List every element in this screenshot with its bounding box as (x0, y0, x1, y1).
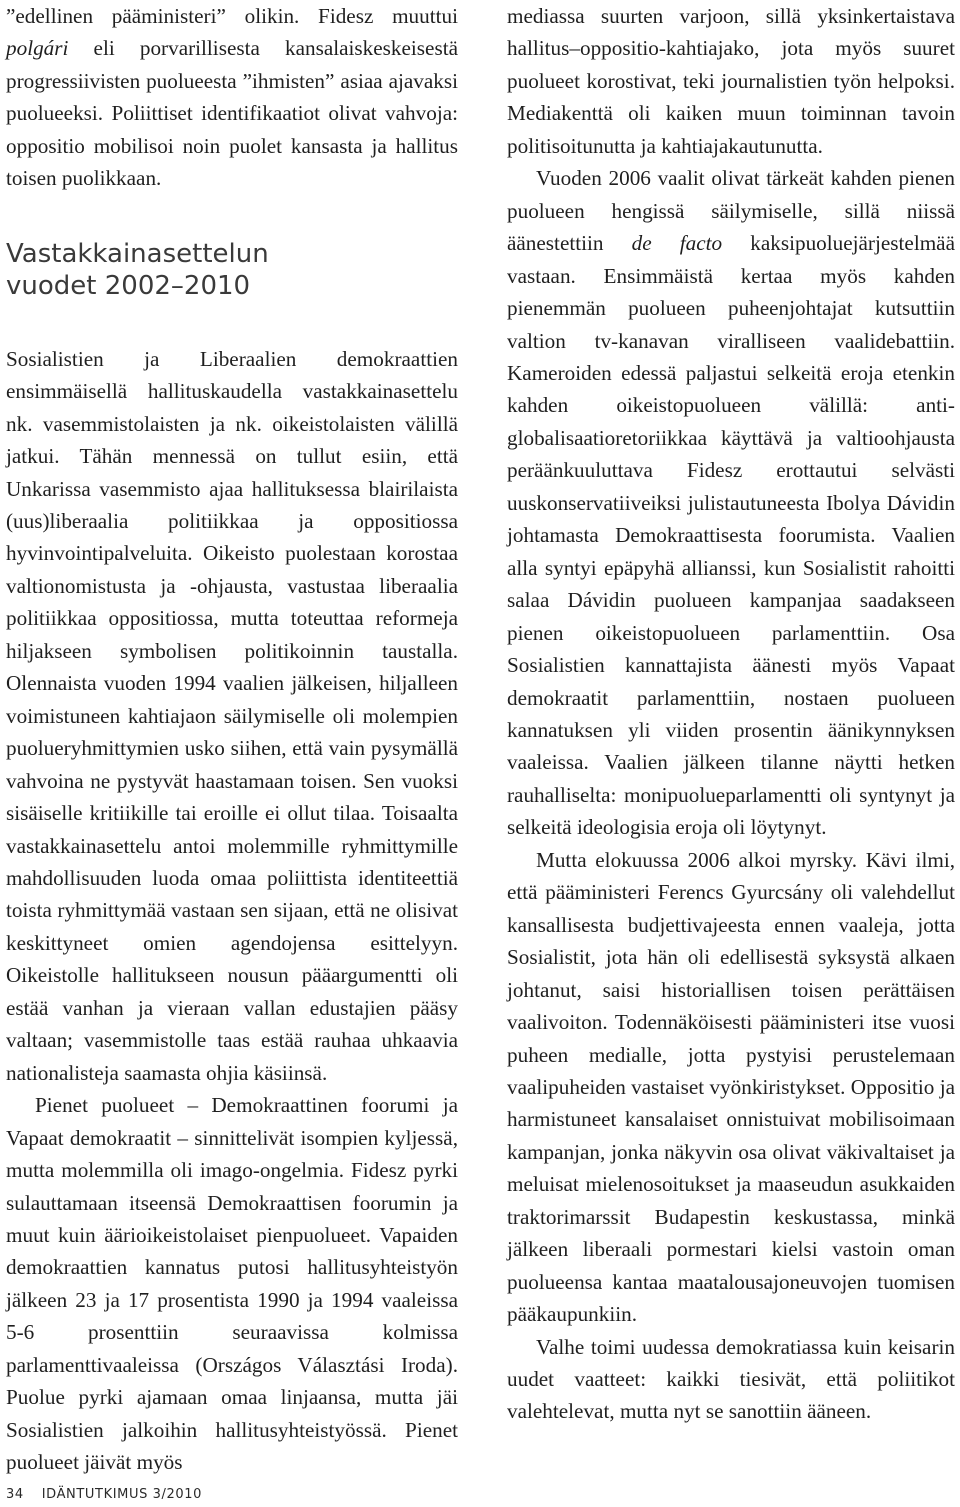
body-paragraph: Sosialistien ja Liberaalien demokraattien ensimmäisellä hallituskaudella vastakkainasettelu nk. vasemmistolaisten ja nk. oikeistolaisten välillä jatkui. Tähän mennessä on tullut esiin, että Unkarissa vasemmisto ajaa hallituksessa blairilaista (uus)liberaalia politiikkaa ja oppositiossa hyvinvointipalveluita. Oikeisto puolestaan korostaa valtionomistusta ja -ohjausta, vastustaa liberaalia politiikkaa oppositiossa, mutta toteuttaa reformeja hiljakseen symbolisen politikoinnin taustalla. Olennaista vuoden 1994 vaalien jälkeisen, hiljalleen voimistuneen kahtiajaon säilymiselle oli molempien puolueryhmittymien usko siihen, että vain pysymällä vahvoina ne pystyvät haastamaan toisen. Sen vuoksi sisäiselle kritiikille tai eroille ei ollut tilaa. Toisaalta vastakkainasettelu antoi molemmille ryhmittymille mahdollisuuden luoda omaa poliittista identiteettiä toista ryhmittymää vastaan sen sijaan, että ne olisivat keskittyneet omien agendojensa esittelyyn. Oikeistolle hallitukseen nousun pääargumentti oli estää vanhan ja vieraan vallan edustajien pääsy valtaan; vasemmistolle taas estää rauhaa uhkaavia nationalisteja saamasta ohjia käsiinsä. (6, 346, 458, 1085)
publication-name: IDÄNTUTKIMUS 3/2010 (41, 1487, 202, 1502)
intro-paragraph (6, 0, 458, 195)
body-paragraph (507, 162, 955, 844)
section-heading-line-2: vuodet 2002–2010 (6, 270, 251, 301)
paragraph-text-start: Vuoden 2006 vaalit olivat tärkeät kahden pienen puolueen hengissä säilymiselle, sillä niissä äänestettiin (507, 166, 955, 256)
section-heading-line-1: Vastakkainasettelun (6, 238, 269, 269)
body-paragraph: Pienet puolueet – Demokraattinen foorumi ja Vapaat demokraatit – sinnittelivät isompien kyljessä, mutta molemmilla oli imago-ongelmia. Fidesz pyrki sulauttamaan itseensä Demokraattisen foorumin ja muut kuin äärioikeistolaiset pienpuolueet. Vapaiden demokraattien kannatus putosi hallitusyhteistyön jälkeen 23 ja 17 prosentista 1990 ja 1994 vaaleissa 5-6 prosenttiin seuraavissa kolmissa parlamenttivaaleissa (Országos Választási Iroda). Puolue pyrki ajamaan omaa linjaansa, mutta jäi Sosialistien jalkoihin hallitusyhteistyössä. Pienet puolueet jäivät myös (6, 1093, 458, 1475)
left-column (6, 0, 458, 1479)
intro-italic-term: polgári (6, 36, 69, 61)
section-heading (6, 238, 458, 302)
body-paragraph: Mutta elokuussa 2006 alkoi myrsky. Kävi ilmi, että pääministeri Ferencs Gyurcsány oli valehdellut kansallisesta budjettivajeesta ennen vaaleja, jotta Sosialistit, jota hän oli edellisestä syksystä alkaen johtanut, saisi historiallisen toisen perättäisen vaalivoiton. Todennäköisesti pääministeri itse vuosi puheen medialle, jotta pystyisi perustelemaan vaalipuheiden vastaiset vyönkiristykset. Oppositio ja harmistuneet kansalaiset onnistuivat mobilisoimaan kampanjan, jonka näkyvin osa olivat väkivaltaiset ja meluisat mielenosoitukset ja maaseudun asukkaiden traktorimarssit Budapestin keskustassa, minkä jälkeen liberaali pormestari kielsi vastoin oman puolueensa kantaa maatalousajoneuvojen tuomisen pääkaupunkiin. (507, 847, 955, 1327)
page-number: 34 (6, 1487, 24, 1502)
paragraph-text-end: kaksipuoluejärjestelmää vastaan. Ensimmäistä kertaa myös kahden pienemmän puolueen puheenjohtajat kutsuttiin valtion tv-kanavan viralliseen vaalidebattiin. Kameroiden edessä paljastui selkeitä eroja etenkin kahden oikeistopuolueen välillä: anti-globalisaatioretoriikkaa käyttävä ja valtioohjausta peräänkuuluttava Fidesz erottautui selvästi uuskonservatiiveiksi julistautuneesta Ibolya Dávidin johtamasta Demokraattisesta foorumista. Vaalien alla syntyi epäpyhä allianssi, kun Sosialistit rahoitti salaa Dávidin puolueen kampanjaa saadakseen pienen oikeistopuolueen parlamenttiin. Osa Sosialistien kannattajista äänesti myös Vapaat demokraatit parlamenttiin, nostaen puolueen kannatuksen yli viiden prosentin äänikynnyksen vaaleissa. Vaalien jälkeen tilanne näytti hetken rauhalliselta: monipuolueparlamentti oli syntynyt ja selkeitä ideologisia eroja oli löytynyt. (507, 231, 955, 840)
body-paragraph: Valhe toimi uudessa demokratiassa kuin keisarin uudet vaatteet: kaikki tiesivät, että poliitikot valehtelevat, mutta nyt se sanottiin ääneen. (507, 1334, 955, 1424)
body-paragraph: mediassa suurten varjoon, sillä yksinkertaistava hallitus–oppositio-kahtiajako, jota myös suuret puolueet korostivat, teki journalistien työn helpoksi. Mediakenttä oli kaiken muun toiminnan tavoin politisoitunutta ja kahtiajakautunutta. (507, 4, 955, 158)
intro-text-start: ”edellinen pääministeri” olikin. Fidesz muuttui (6, 4, 458, 28)
right-column (507, 0, 955, 1428)
italic-term: de facto (631, 231, 723, 256)
page-footer (6, 1487, 202, 1502)
intro-text-end: eli porvarillisesta kansalaiskeskeisestä progressiivisten puolueesta ”ihmisten” asiaa ajavaksi puolueeksi. Poliittiset identifikaatiot olivat vahvoja: oppositio mobilisoi noin puolet kansasta ja hallitus toisen puolikkaan. (6, 36, 458, 191)
